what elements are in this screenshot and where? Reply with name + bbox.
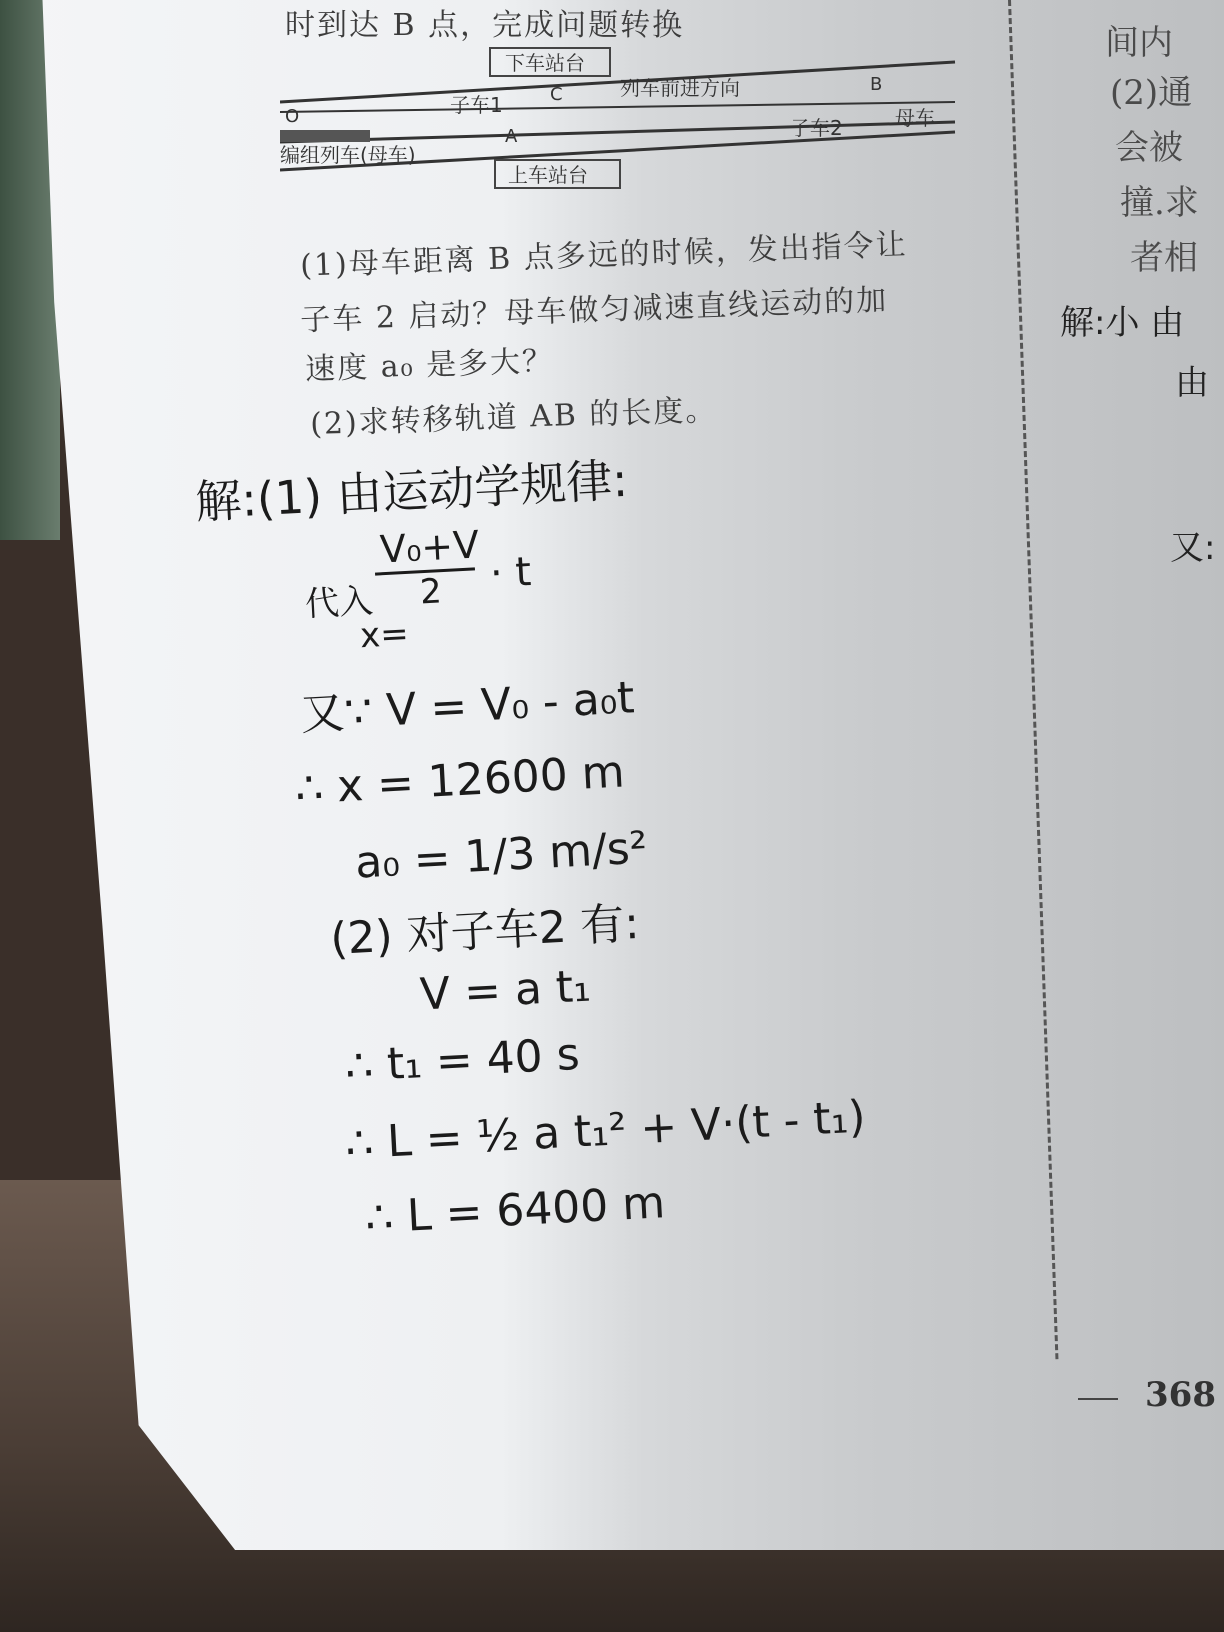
side-line-8: 又: [1170,528,1216,568]
length-result: ∴ L = 6400 m [363,1177,667,1244]
point-b-label: B [870,74,883,95]
point-o-label: O [285,106,300,127]
cut-top-line: 时到达 B 点，完成问题转换 [285,8,685,43]
top-platform-label: 下车站台 [505,51,585,75]
side-line-5: 者相 [1130,238,1198,278]
formula1-x: x= [358,613,410,657]
side-line-7: 由 [1175,363,1209,403]
bottom-platform-label: 上车站台 [508,163,588,187]
train-block [280,130,370,142]
direction-label: 列车前进方向 [620,76,740,100]
mother-car-label: 母车 [895,106,935,130]
track-line-1 [280,62,955,102]
side-line-1: 间内 [1105,23,1173,63]
acceleration-result: a₀ = 1/3 m/s² [353,822,649,889]
time-result: ∴ t₁ = 40 s [343,1028,581,1093]
side-line-3: 会被 [1115,128,1183,168]
formula1-prefix: 代入 [304,581,375,625]
part2-heading: (2) 对子车2 有: [329,897,641,966]
question2-line: (2)求转移轨道 AB 的长度。 [309,392,718,443]
formula1-denominator: 2 [418,571,443,613]
subcar1-label: 子车1 [450,93,503,117]
formula1-tail: · t [488,548,533,598]
velocity-equation: 又∵ V = V₀ - a₀t [299,672,636,741]
point-a-label: A [505,126,518,147]
side-line-6: 解:小 由 [1060,303,1185,343]
track-line-2 [280,102,955,112]
train-label: 编组列车(母车) [280,143,416,167]
side-line-2: (2)通 [1110,73,1193,113]
question1-line1: (1)母车距离 B 点多远的时候，发出指令让 [299,227,909,284]
track-diagram [280,40,970,200]
solution-heading: 解:(1) 由运动学规律: [194,452,630,530]
length-formula: ∴ L = ½ a t₁² + V·(t - t₁) [344,1091,867,1170]
page-number: 368 [1145,1375,1216,1415]
point-c-label: C [550,84,563,105]
formula1-numerator: V₀+V [378,522,481,572]
subcar2-label: 子车2 [790,116,843,140]
distance-result: ∴ x = 12600 m [293,746,626,815]
page-number-dash [1078,1398,1118,1400]
side-line-4: 撞.求 [1120,183,1199,223]
question1-line3: 速度 a₀ 是多大？ [304,343,555,388]
velocity-equation-2: V = a t₁ [418,960,592,1021]
question1-line2: 子车 2 启动？母车做匀减速直线运动的加 [299,282,889,339]
